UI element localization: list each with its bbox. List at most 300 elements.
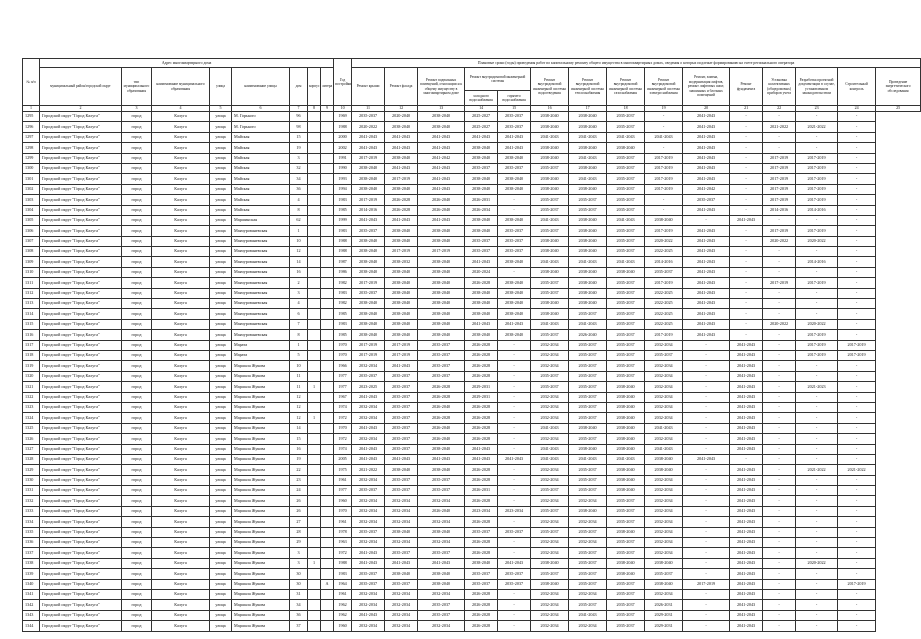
period-cell: 2032-2034 [569,589,607,599]
table-row [23,610,921,620]
period-cell: 2041-2043 [683,309,730,319]
district-cell: Городской округ "Город Калуга" [40,548,122,558]
period-cell: 2026-2031 [645,600,683,610]
period-cell: 2035-2037 [569,548,607,558]
year-cell: 2005 [334,454,352,464]
period-cell: 2041-2043 [569,257,607,267]
street-name-cell: Маршала Жукова [232,434,290,444]
litera-cell [321,288,334,298]
district-cell: Городской округ "Город Калуга" [40,506,122,516]
period-cell: 2017-2019 [683,579,730,589]
period-cell: - [683,444,730,454]
period-cell: - [730,226,763,236]
period-cell: 2041-2043 [730,371,763,381]
house-cell: 1 [290,226,308,236]
mun-type-cell: город [122,143,152,153]
house-cell: 5 [290,350,308,360]
period-cell: 2041-2043 [730,350,763,360]
table-row [23,538,921,548]
korpus-cell [308,506,321,516]
row-number: 1341 [23,589,40,599]
street-type-cell: улица [210,361,232,371]
period-cell: - [838,132,876,142]
house-cell: 10 [290,361,308,371]
period-cell: 2020-2022 [796,319,838,329]
mun-name-cell: Калуга [152,267,210,277]
period-cell: 2041-2043 [418,163,465,173]
mun-type-cell: город [122,382,152,392]
litera-cell [321,361,334,371]
row-number: 1321 [23,382,40,392]
mun-name-cell: Калуга [152,444,210,454]
litera-cell [321,402,334,412]
street-name-cell: Майская [232,132,290,142]
row-number: 1320 [23,371,40,381]
litera-cell [321,350,334,360]
year-cell: 1987 [334,257,352,267]
period-cell: - [838,423,876,433]
col-street-name-header: наименование улицы [232,68,290,106]
period-cell: 2014-2016 [763,205,796,215]
period-cell: - [796,309,838,319]
period-cell: - [730,163,763,173]
period-cell: 2038-2040 [352,299,385,309]
period-cell: 2017-2019 [385,174,418,184]
litera-cell: А [321,579,334,589]
year-cell: 1988 [334,236,352,246]
district-cell: Городской округ "Город Калуга" [40,454,122,464]
period-cell: 2041-2043 [531,454,569,464]
year-cell: 1978 [334,527,352,537]
period-cell: - [763,288,796,298]
street-type-cell: улица [210,621,232,631]
period-cell: - [645,205,683,215]
period-cell: 2026-2031 [465,195,498,205]
street-name-cell: Маячурованевская [232,278,290,288]
period-cell: 2038-2040 [465,226,498,236]
mun-name-cell: Калуга [152,236,210,246]
period-cell: - [763,558,796,568]
period-cell: 2041-2043 [418,174,465,184]
street-name-cell: М. Горького [232,122,290,132]
period-cell: - [683,538,730,548]
period-cell: 2041-2043 [730,506,763,516]
period-cell: 2041-2043 [465,319,498,329]
street-name-cell: Маршала Жукова [232,527,290,537]
period-cell: - [498,382,531,392]
period-cell: 2017-2019 [645,174,683,184]
street-name-cell: Маячурованевская [232,247,290,257]
period-cell: 2038-2040 [607,143,645,153]
column-number: 20 [683,106,730,112]
period-cell: 2032-2034 [645,392,683,402]
row-number: 1309 [23,257,40,267]
litera-cell [321,434,334,444]
row-number: 1295 [23,112,40,122]
period-cell: 2038-2040 [531,184,569,194]
period-cell: 2017-2019 [352,153,385,163]
litera-cell [321,278,334,288]
period-cell: - [730,299,763,309]
year-cell: 1986 [334,267,352,277]
mun-type-cell: город [122,600,152,610]
street-name-cell: Маршала Жукова [232,579,290,589]
col-no-header: № п/п [23,59,40,106]
mun-name-cell: Калуга [152,205,210,215]
district-cell: Городской округ "Город Калуга" [40,444,122,454]
period-cell: 2041-2043 [730,589,763,599]
district-cell: Городской округ "Город Калуга" [40,288,122,298]
district-cell: Городской округ "Город Калуга" [40,569,122,579]
period-cell: 2026-2040 [418,423,465,433]
period-cell: 2035-2037 [352,579,385,589]
korpus-cell [308,247,321,257]
period-cell: - [730,454,763,464]
period-cell: 2032-2034 [645,517,683,527]
period-cell: 2035-2037 [569,486,607,496]
period-cell: 2035-2037 [607,538,645,548]
house-cell: 8 [290,205,308,215]
period-cell: 2038-2040 [465,215,498,225]
year-cell: 1991 [334,153,352,163]
table-row [23,309,921,319]
period-cell: 2038-2040 [385,236,418,246]
period-cell: 2014-2016 [796,205,838,215]
period-cell: 2026-2028 [465,434,498,444]
street-name-cell: Маршала Жукова [232,600,290,610]
period-cell: 2038-2040 [498,278,531,288]
street-type-cell: улица [210,413,232,423]
period-cell: 2041-2043 [569,153,607,163]
period-cell: 2035-2037 [531,205,569,215]
year-cell: 1993 [334,174,352,184]
street-type-cell: улица [210,475,232,485]
year-cell: 1972 [334,413,352,423]
period-cell: 2020-2022 [763,236,796,246]
period-cell: - [730,195,763,205]
street-name-cell: Маршала Жукова [232,382,290,392]
table-row [23,215,921,225]
row-number: 1338 [23,558,40,568]
period-cell: 2041-2043 [418,215,465,225]
period-cell: - [730,132,763,142]
table-row [23,330,921,340]
period-cell: 2035-2037 [498,163,531,173]
street-name-cell: Маячурованевская [232,226,290,236]
period-cell: 2035-2037 [607,340,645,350]
period-cell: 2038-2040 [498,288,531,298]
mun-name-cell: Калуга [152,184,210,194]
period-cell: 2035-2037 [352,486,385,496]
period-cell: 2035-2037 [531,486,569,496]
period-cell: 2032-2034 [531,434,569,444]
periods-group-header: Плановые сроки (годы) проведения работ по капитальному ремонту общего имущества в многоквартирных домах, сведения о которых подлежат формированию на счете регионального оператора [352,59,921,68]
period-cell: 2032-2034 [531,517,569,527]
period-cell: 2038-2040 [569,215,607,225]
period-cell: 2035-2037 [607,174,645,184]
period-cell: 2041-2043 [683,267,730,277]
period-cell: 2041-2043 [730,600,763,610]
house-cell: 12 [290,392,308,402]
period-cell: 2038-2040 [385,319,418,329]
period-cell: 2041-2043 [730,444,763,454]
row-number: 1298 [23,143,40,153]
period-cell: 2021-2022 [796,122,838,132]
period-cell: - [683,589,730,599]
year-cell: 1985 [334,330,352,340]
mun-type-cell: город [122,288,152,298]
period-cell: - [796,392,838,402]
period-cell: - [645,143,683,153]
column-number: 3 [122,106,152,112]
litera-cell [321,267,334,277]
period-cell: 2038-2040 [645,454,683,464]
period-cell: 2038-2040 [607,444,645,454]
period-cell: 2032-2034 [569,517,607,527]
litera-cell [321,589,334,599]
table-row [23,257,921,267]
period-cell: - [838,267,876,277]
mun-type-cell: город [122,163,152,173]
period-cell: - [683,413,730,423]
col-hot-water-header: горячего водоснабжения [498,91,531,106]
period-cell: 2035-2037 [418,371,465,381]
period-cell: 2041-2043 [385,163,418,173]
mun-name-cell: Калуга [152,361,210,371]
period-cell: - [498,548,531,558]
period-cell: - [730,205,763,215]
street-type-cell: улица [210,247,232,257]
col-lift-header: Ремонт, замена, модернизация лифтов, ремонт лифтовых шахт, машинных и блочных помещений [683,68,730,106]
house-cell: 16 [290,444,308,454]
row-number: 1340 [23,579,40,589]
korpus-cell [308,236,321,246]
period-cell: - [838,496,876,506]
korpus-cell [308,475,321,485]
district-cell: Городской округ "Город Калуга" [40,184,122,194]
mun-type-cell: город [122,434,152,444]
period-cell: - [683,610,730,620]
district-cell: Городской округ "Город Калуга" [40,496,122,506]
house-cell: 28 [290,527,308,537]
district-cell: Городской округ "Город Калуга" [40,236,122,246]
period-cell: 2038-2040 [385,267,418,277]
mun-type-cell: город [122,184,152,194]
period-cell: 2017-2019 [385,350,418,360]
street-type-cell: улица [210,434,232,444]
mun-name-cell: Калуга [152,506,210,516]
period-cell: 2035-2037 [569,340,607,350]
period-cell: 2041-2043 [730,621,763,631]
house-cell: 19 [290,454,308,464]
mun-type-cell: город [122,319,152,329]
period-cell: - [796,527,838,537]
period-cell: 2032-2034 [645,548,683,558]
table-header [23,59,921,112]
mun-name-cell: Калуга [152,319,210,329]
district-cell: Городской округ "Город Калуга" [40,226,122,236]
period-cell: 2032-2034 [352,538,385,548]
korpus-cell: 1 [308,558,321,568]
mun-name-cell: Калуга [152,278,210,288]
mun-name-cell: Калуга [152,288,210,298]
col-district-header: муниципальный район/городской округ [40,68,122,106]
street-name-cell: Маршала Жукова [232,506,290,516]
year-cell: 1974 [334,402,352,412]
col-control-header: Строительный контроль [838,68,876,106]
period-cell: 2038-2040 [607,569,645,579]
period-cell: 2041-2043 [607,257,645,267]
row-number: 1329 [23,465,40,475]
street-type-cell: улица [210,496,232,506]
period-cell: 2017-2019 [645,163,683,173]
litera-cell [321,122,334,132]
street-name-cell: Марата [232,350,290,360]
period-cell: - [645,195,683,205]
period-cell: - [796,506,838,516]
row-number: 1296 [23,122,40,132]
mun-name-cell: Калуга [152,195,210,205]
period-cell: 2041-2043 [730,527,763,537]
period-cell: - [838,112,876,122]
period-cell: 2035-2037 [569,434,607,444]
period-cell: - [763,506,796,516]
period-cell: 2020-2022 [796,558,838,568]
period-cell: 2032-2034 [352,621,385,631]
litera-cell [321,153,334,163]
korpus-cell [308,423,321,433]
period-cell: 2041-2043 [683,112,730,122]
period-cell: 2022-2025 [645,247,683,257]
period-cell: - [838,257,876,267]
table-row [23,319,921,329]
mun-name-cell: Калуга [152,548,210,558]
period-cell: - [838,215,876,225]
street-name-cell: Маршала Жукова [232,538,290,548]
period-cell: - [838,392,876,402]
period-cell: 2035-2037 [607,600,645,610]
period-cell: - [763,621,796,631]
period-cell: 2017-2019 [763,184,796,194]
street-name-cell: Майская [232,195,290,205]
period-cell: 2041-2043 [683,226,730,236]
mun-name-cell: Калуга [152,392,210,402]
period-cell: - [838,506,876,516]
street-type-cell: улица [210,340,232,350]
mun-type-cell: город [122,413,152,423]
period-cell: 2017-2019 [763,195,796,205]
row-number: 1313 [23,299,40,309]
period-cell: - [683,434,730,444]
year-cell: 1970 [334,506,352,516]
period-cell: 2035-2037 [385,413,418,423]
period-cell: 2041-2043 [683,288,730,298]
period-cell: 2038-2040 [418,569,465,579]
mun-name-cell: Калуга [152,558,210,568]
period-cell: 2041-2043 [730,517,763,527]
period-cell: 2038-2040 [418,236,465,246]
korpus-cell [308,257,321,267]
table-row [23,621,921,631]
period-cell: - [498,392,531,402]
period-cell: 2035-2037 [465,163,498,173]
column-number: 13 [418,106,465,112]
litera-cell [321,558,334,568]
house-cell: 12 [290,413,308,423]
period-cell: - [498,486,531,496]
period-cell: - [763,600,796,610]
col-gas-header: Ремонт внутридомовой инженерной системы газоснабжения [607,68,645,106]
period-cell: 2041-2042 [418,153,465,163]
period-cell: 2035-2037 [607,579,645,589]
period-cell: 2041-2043 [730,340,763,350]
column-number: 18 [607,106,645,112]
period-cell: - [838,371,876,381]
street-type-cell: улица [210,538,232,548]
period-cell: 2041-2043 [730,569,763,579]
period-cell: 2035-2037 [607,496,645,506]
column-number: 9 [321,106,334,112]
period-cell: - [796,215,838,225]
period-cell: - [796,610,838,620]
period-cell: 2038-2040 [645,215,683,225]
period-cell: - [498,195,531,205]
mun-type-cell: город [122,340,152,350]
period-cell: 2026-2028 [465,361,498,371]
period-cell: - [796,517,838,527]
period-cell: 2017-2019 [796,278,838,288]
house-cell: 15 [290,434,308,444]
period-cell: 2041-2043 [683,153,730,163]
period-cell: 2035-2037 [645,267,683,277]
street-name-cell: Майская [232,174,290,184]
period-cell: 2038-2040 [465,174,498,184]
period-cell: - [683,527,730,537]
mun-name-cell: Калуга [152,579,210,589]
year-cell: 1977 [334,486,352,496]
period-cell: 2035-2037 [352,527,385,537]
period-cell: - [683,215,730,225]
korpus-cell [308,112,321,122]
year-cell: 1969 [334,112,352,122]
period-cell: 2032-2034 [645,506,683,516]
mun-name-cell: Калуга [152,350,210,360]
mun-type-cell: город [122,330,152,340]
house-cell: 15 [290,132,308,142]
period-cell: 2041-2043 [418,143,465,153]
period-cell: 2017-2019 [763,174,796,184]
period-cell: 2035-2037 [531,288,569,298]
table-row [23,527,921,537]
period-cell: 2035-2037 [385,392,418,402]
korpus-cell [308,402,321,412]
period-cell: - [763,143,796,153]
street-name-cell: Маршала Жукова [232,465,290,475]
period-cell: 2035-2037 [607,309,645,319]
period-cell: 2038-2040 [645,465,683,475]
period-cell: 2026-2040 [418,205,465,215]
table-row [23,340,921,350]
row-number: 1308 [23,247,40,257]
period-cell: 2020-2022 [645,236,683,246]
litera-cell [321,163,334,173]
period-cell: - [498,444,531,454]
period-cell: 2035-2037 [418,361,465,371]
period-cell: 2038-2040 [607,413,645,423]
table-row [23,112,921,122]
column-number: 4 [152,106,210,112]
period-cell: 2035-2037 [607,548,645,558]
